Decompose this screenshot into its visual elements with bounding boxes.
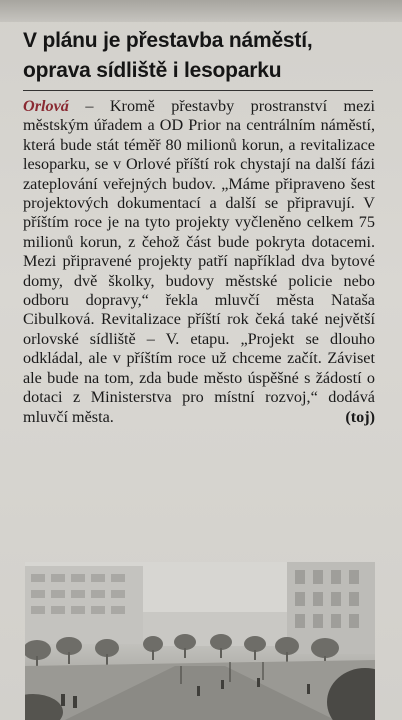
headline-rule (23, 90, 373, 91)
architectural-render-image (25, 562, 375, 720)
dateline: Orlová (23, 97, 69, 115)
article (19, 26, 375, 427)
headline-line-1: V plánu je přestavba náměstí, (23, 29, 313, 52)
author-byline: (toj) (345, 407, 375, 426)
headline-line-2: oprava sídliště i lesoparku (23, 59, 282, 82)
article-headline (23, 26, 375, 86)
page-edge (0, 0, 402, 22)
article-body (23, 97, 375, 427)
article-photo (25, 562, 375, 720)
dateline-dash: – (68, 97, 110, 115)
body-text: Kromě přestavby prostranství mezi městským úřadem a OD Prior na centrálním náměstí, která bude stát téměř 80 milionů korun, a revitalizace lesoparku, se v Orlové příští rok chystají na další fázi zateplování veřejných budov. „Máme připraveno šest projektových dokumentací a další se připravují. V příštím roce je na tyto projekty vyčleněno celkem 75 milionů korun, z čehož část bude pokryta dotacemi. Mezi připravené projekty patří například dva bytové domy, dvě školky, budovy městské policie nebo odboru dopravy,“ řekla mluvčí města Nataša Cibulková. Revitalizace příští rok čeká také největší orlovské sídliště – V. etapu. „Projekt se dlouho odkládal, ale v příštím roce už chceme začít. Záviset ale bude na tom, zda bude město úspěšné s žádostí o dotaci z Ministerstva pro místní rozvoj,“ dodává mluvčí města. (23, 97, 375, 426)
